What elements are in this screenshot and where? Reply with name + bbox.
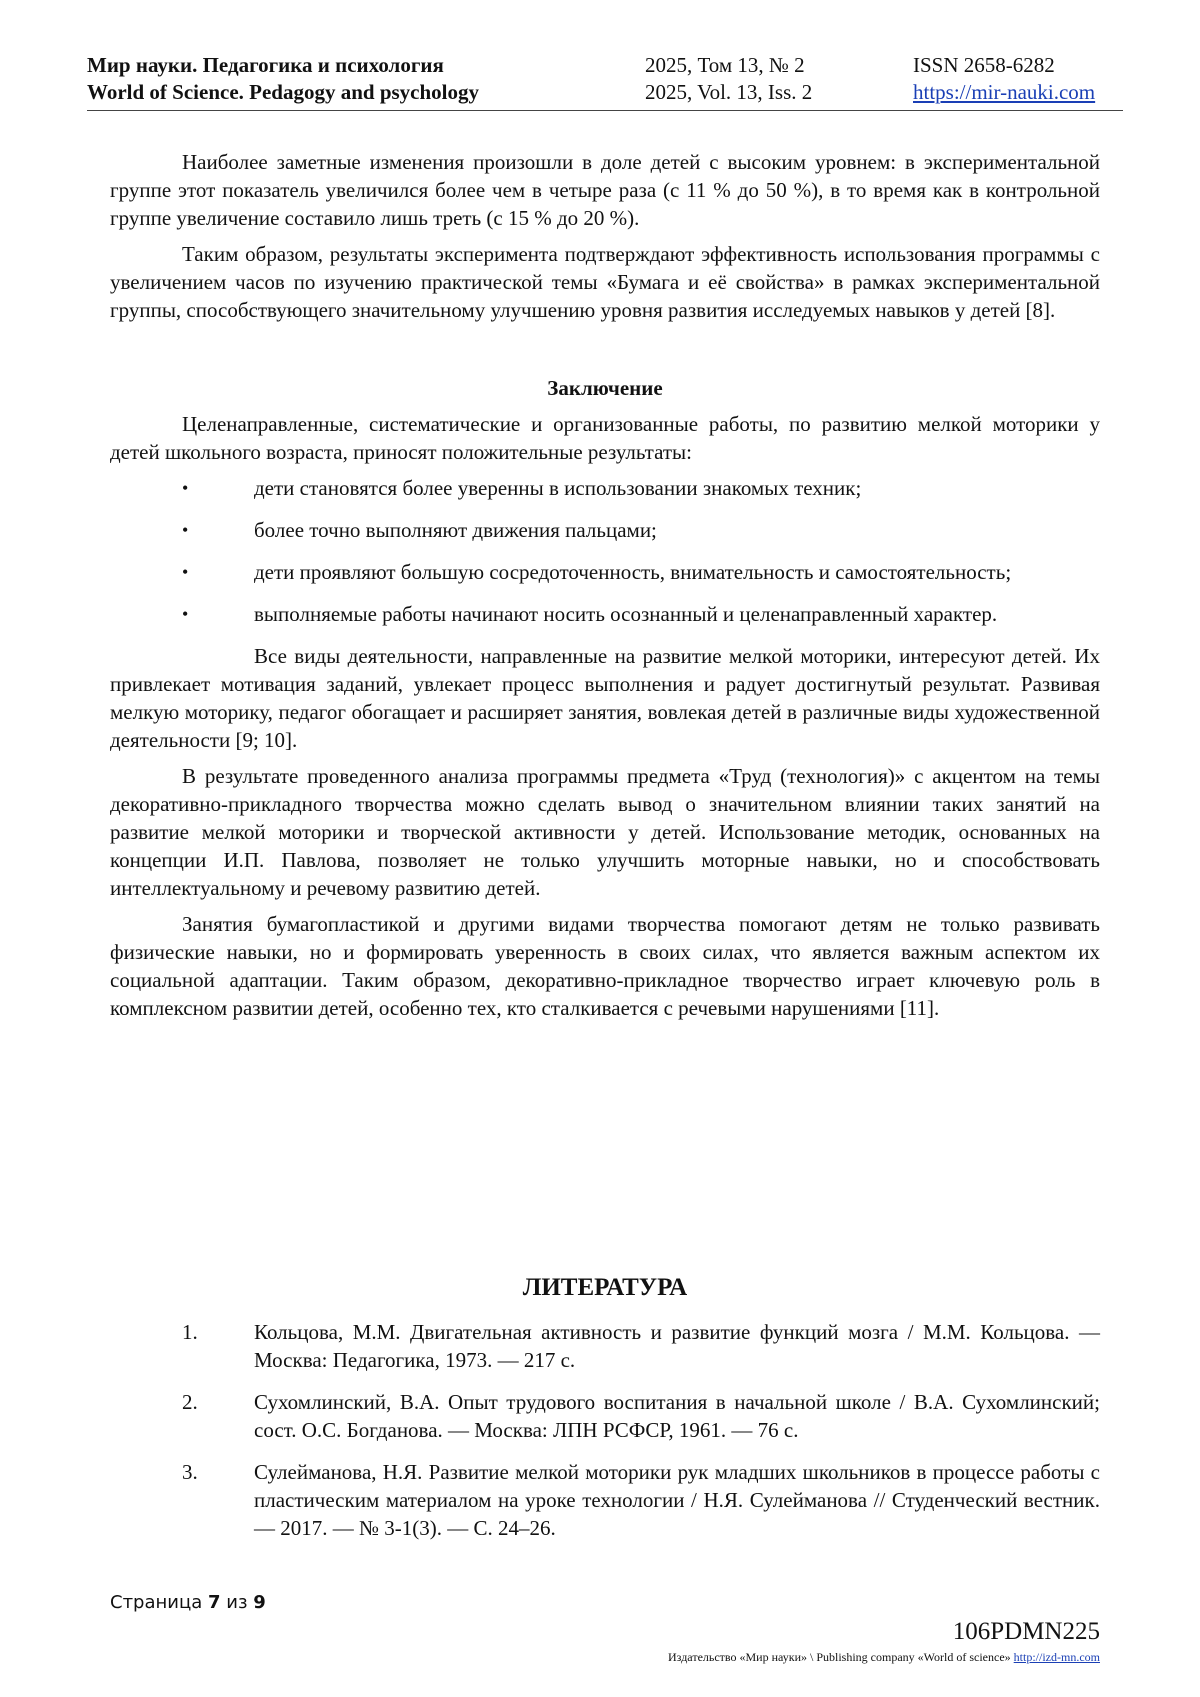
- conclusion-bullet-list: [110, 474, 1100, 628]
- paragraph-2: Таким образом, результаты эксперимента подтверждают эффективность использования программы с увеличением часов по изучению практической темы «Бумага и её свойства» в рамках экспериментальной группы, способствующего значительному улучшению уровня развития исследуемых навыков у детей [8].: [110, 242, 1100, 322]
- bullet-icon: •: [182, 478, 189, 498]
- reference-number: 3.: [182, 1460, 198, 1484]
- reference-item: [110, 1318, 1100, 1374]
- header-row-ru: [87, 52, 1123, 79]
- references-heading: ЛИТЕРАТУРА: [522, 1274, 688, 1301]
- journal-title-ru: Мир науки. Педагогика и психология: [87, 53, 444, 77]
- page-total: 9: [253, 1592, 266, 1613]
- publisher-line: [668, 1650, 1100, 1665]
- volume-ru: 2025, Том 13, № 2: [645, 53, 805, 77]
- page-label: Страница: [110, 1592, 203, 1613]
- references-list: [110, 1318, 1100, 1556]
- paragraph-4: Все виды деятельности, направленные на развитие мелкой моторики, интересуют детей. Их привлекает мотивация заданий, увлекает процесс выполнения и радует достигнутый результат. Развивая мелкую моторику, педагог обогащает и расширяет занятия, вовлекая детей в различные виды художественной деятельности [9; 10].: [110, 644, 1100, 752]
- conclusion-heading: Заключение: [547, 376, 663, 400]
- bullet-icon: •: [182, 520, 189, 540]
- reference-number: 1.: [182, 1320, 198, 1344]
- list-item: • дети проявляют большую сосредоточенность, внимательность и самостоятельность;: [110, 558, 1100, 586]
- article-code: 106PDMN225: [952, 1618, 1100, 1645]
- reference-text: Кольцова, М.М. Двигательная активность и развитие функций мозга / М.М. Кольцова. — Москва: Педагогика, 1973. — 217 с.: [254, 1320, 1100, 1372]
- publisher-url-link[interactable]: http://izd-mn.com: [1013, 1650, 1100, 1664]
- reference-text: Сулейманова, Н.Я. Развитие мелкой моторики рук младших школьников в процессе работы с пластическим материалом на уроке технологии / Н.Я. Сулейманова // Студенческий вестник. — 2017. — № 3-1(3). — С. 24–26.: [254, 1460, 1100, 1540]
- bullet-icon: •: [182, 604, 189, 624]
- list-item: • дети становятся более уверенны в использовании знакомых техник;: [110, 474, 1100, 502]
- reference-item: [110, 1388, 1100, 1444]
- journal-title-en: World of Science. Pedagogy and psychology: [87, 80, 480, 104]
- journal-url-link[interactable]: https://mir-nauki.com: [913, 80, 1096, 104]
- reference-number: 2.: [182, 1390, 198, 1414]
- bullet-icon: •: [182, 562, 189, 582]
- publisher-text: Издательство «Мир науки» \ Publishing company «World of science»: [668, 1650, 1011, 1664]
- reference-text: Сухомлинский, В.А. Опыт трудового воспитания в начальной школе / В.А. Сухомлинский; сост. О.С. Богданова. — Москва: ЛПН РСФСР, 1961. — 76 с.: [254, 1390, 1100, 1442]
- journal-header: [87, 52, 1123, 111]
- volume-en: 2025, Vol. 13, Iss. 2: [645, 80, 813, 104]
- header-row-en: [87, 79, 1123, 106]
- paragraph-5: В результате проведенного анализа программы предмета «Труд (технология)» с акцентом на темы декоративно-прикладного творчества можно сделать вывод о значительном влиянии таких занятий на развитие мелкой моторики и творческой активности у детей. Использование методик, основанных на концепции И.П. Павлова, позволяет не только улучшить моторные навыки, но и способствовать интеллектуальному и речевому развитию детей.: [110, 764, 1100, 900]
- reference-item: [110, 1458, 1100, 1542]
- list-item: • более точно выполняют движения пальцами;: [110, 516, 1100, 544]
- page-current: 7: [208, 1592, 221, 1613]
- page-counter: [110, 1592, 266, 1613]
- paragraph-1: Наиболее заметные изменения произошли в доле детей с высоким уровнем: в экспериментальной группе этот показатель увеличился более чем в четыре раза (с 11 % до 50 %), в то время как в контрольной группе увеличение составило лишь треть (с 15 % до 20 %).: [110, 150, 1100, 230]
- issn: ISSN 2658-6282: [913, 53, 1055, 77]
- list-item: • выполняемые работы начинают носить осознанный и целенаправленный характер.: [110, 600, 1100, 628]
- article-body: [110, 148, 1100, 1030]
- page-of: из: [226, 1592, 248, 1613]
- paragraph-6: Занятия бумагопластикой и другими видами творчества помогают детям не только развивать физические навыки, но и формировать уверенность в своих силах, что является важным аспектом их социальной адаптации. Таким образом, декоративно-прикладное творчество играет ключевую роль в комплексном развитии детей, особенно тех, кто сталкивается с речевыми нарушениями [11].: [110, 912, 1100, 1020]
- paragraph-3: Целенаправленные, систематические и организованные работы, по развитию мелкой моторики у детей школьного возраста, приносят положительные результаты:: [110, 412, 1100, 464]
